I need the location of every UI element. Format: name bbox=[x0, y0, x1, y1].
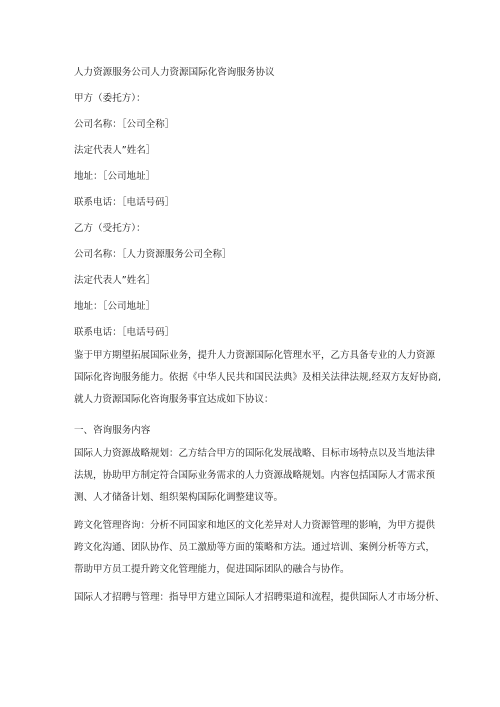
party-b-company: 公司名称：［人力资源服务公司全称］ bbox=[74, 249, 232, 260]
party-b-representative: 法定代表人”姓名］ bbox=[74, 275, 156, 286]
preamble-line: 就人力资源国际化咨询服务事宜达成如下协议： bbox=[74, 394, 274, 405]
paragraph-line: 法规，协助甲方制定符合国际业务需求的人力资源战略规划。内容包括国际人才需求预 bbox=[74, 470, 436, 481]
paragraph-line: 跨文化管理咨询：分析不同国家和地区的文化差异对人力资源管理的影响，为甲方提供 bbox=[74, 520, 436, 531]
preamble-line: 国际化咨询服务能力。依据《中华人民共和国民法典》及相关法律法规,经双方友好协商, bbox=[74, 372, 442, 383]
party-b-heading: 乙方（受托方）： bbox=[74, 223, 146, 234]
document-title: 人力资源服务公司人力资源国际化咨询服务协议 bbox=[74, 67, 275, 78]
preamble-paragraph bbox=[74, 345, 442, 411]
service-item-cross-cultural bbox=[74, 515, 436, 581]
document-body bbox=[74, 66, 445, 609]
party-b-phone: 联系电话：［电话号码］ bbox=[74, 327, 175, 338]
party-a-company: 公司名称：［公司全称］ bbox=[74, 119, 175, 130]
paragraph-line: 跨文化沟通、团队协作、员工激励等方面的策略和方法。通过培训、案例分析等方式， bbox=[74, 542, 436, 553]
service-item-recruitment bbox=[74, 587, 445, 609]
paragraph-line: 国际人才招聘与管理：指导甲方建立国际人才招聘渠道和流程，提供国际人才市场分析、 bbox=[74, 592, 445, 603]
paragraph-line: 帮助甲方员工提升跨文化管理能力，促进国际团队的融合与协作。 bbox=[74, 564, 350, 575]
paragraph-line: 国际人力资源战略规划：乙方结合甲方的国际化发展战略、目标市场特点以及当地法律 bbox=[74, 448, 436, 459]
party-a-phone: 联系电话：［电话号码］ bbox=[74, 197, 175, 208]
service-item-strategy bbox=[74, 443, 436, 509]
party-a-address: 地址：［公司地址］ bbox=[74, 171, 156, 182]
section-1-heading: 一、咨询服务内容 bbox=[74, 425, 151, 436]
paragraph-line: 测、人才储备计划、组织架构国际化调整建议等。 bbox=[74, 492, 284, 503]
party-a-representative: 法定代表人”姓名］ bbox=[74, 145, 156, 156]
preamble-line: 鉴于甲方期望拓展国际业务，提升人力资源国际化管理水平，乙方具备专业的人力资源 bbox=[74, 350, 436, 361]
party-b-address: 地址：［公司地址］ bbox=[74, 301, 156, 312]
party-a-heading: 甲方（委托方）： bbox=[74, 93, 146, 104]
